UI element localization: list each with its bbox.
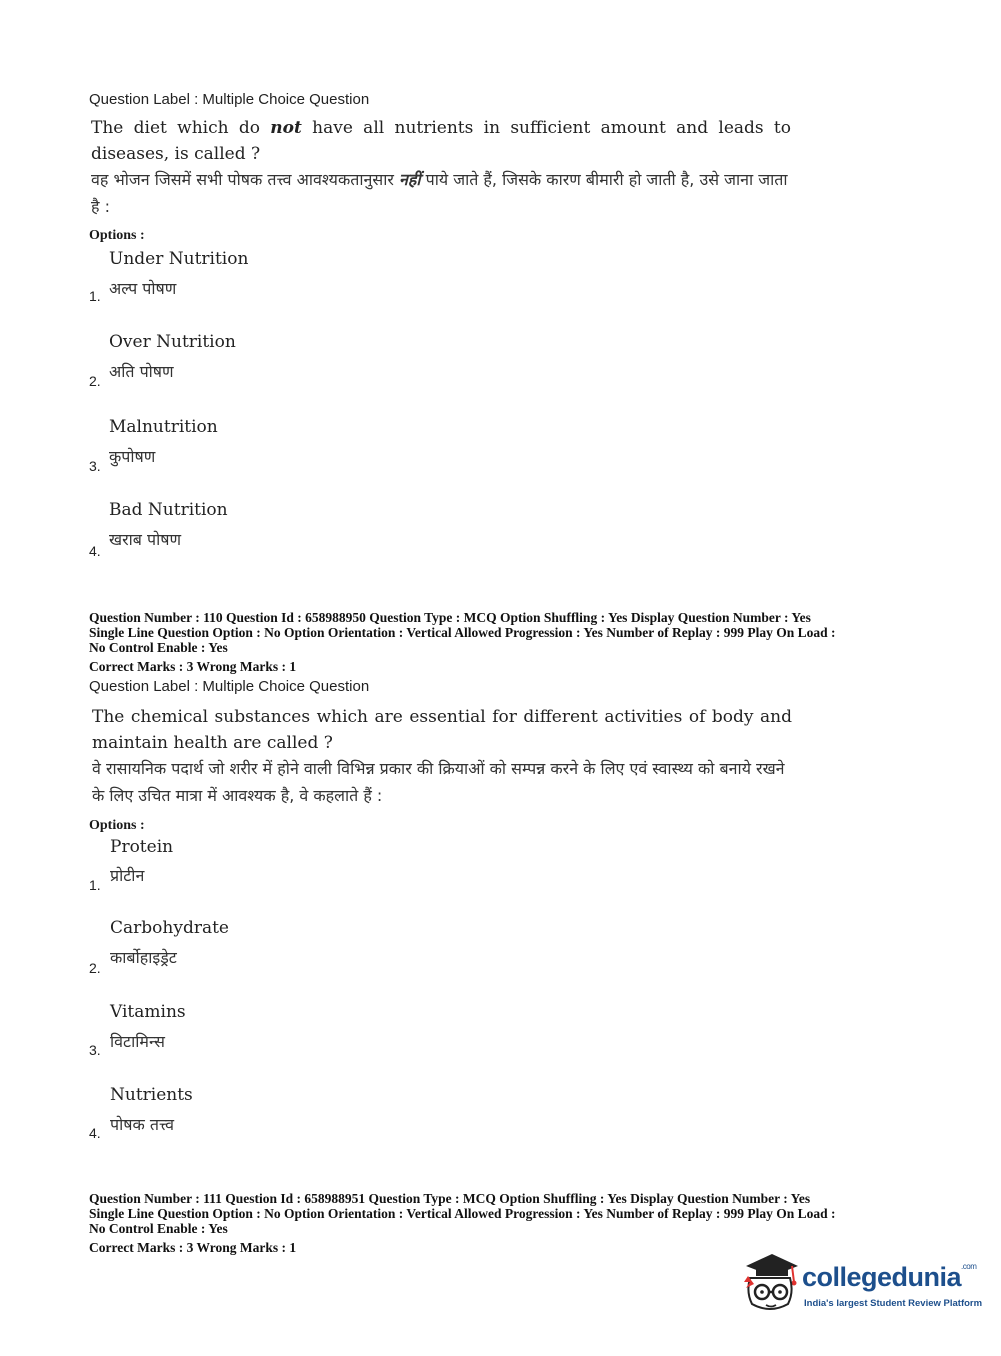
option-3-number: 3. (89, 458, 101, 474)
question-text-en (91, 115, 791, 167)
option-3-en[interactable]: Vitamins (110, 1002, 186, 1022)
meta-line: Single Line Question Option : No Option Orientation : Vertical Allowed Progression : Yes Number of Replay : 999 Play On Load : (89, 625, 836, 640)
option-4-hi[interactable]: खराब पोषण (109, 530, 182, 549)
options-heading: Options : (89, 818, 145, 833)
meta-line: Question Number : 111 Question Id : 658988951 Question Type : MCQ Option Shuffling : Yes Display Question Number : Yes (89, 1191, 811, 1206)
option-1-hi[interactable]: प्रोटीन (110, 866, 145, 885)
meta-line: Question Number : 110 Question Id : 658988950 Question Type : MCQ Option Shuffling : Yes Display Question Number : Yes (89, 610, 811, 625)
question-label: Question Label : Multiple Choice Question (89, 91, 370, 108)
question-text-en: The chemical substances which are essential for different activities of body and maintain health are called ? (92, 707, 792, 753)
mascot-icon (740, 1252, 800, 1314)
question-text-part: have all nutrients in sufficient amount and leads to diseases, is called ? (91, 118, 791, 164)
option-3-hi[interactable]: विटामिन्स (110, 1032, 165, 1051)
option-1-hi[interactable]: अल्प पोषण (109, 279, 177, 298)
option-1-en[interactable]: Protein (110, 837, 174, 857)
option-4-number: 4. (89, 1125, 101, 1141)
marks-line: Correct Marks : 3 Wrong Marks : 1 (89, 659, 297, 674)
option-4-en[interactable]: Bad Nutrition (109, 500, 228, 520)
logo-domain-suffix: .com (961, 1262, 977, 1271)
option-1-number: 1. (89, 288, 101, 304)
option-2-hi[interactable]: कार्बोहाइड्रेट (110, 948, 177, 967)
option-3-number: 3. (89, 1042, 101, 1058)
option-2-number: 2. (89, 960, 101, 976)
question-text-part: The diet which do (91, 118, 271, 138)
option-1-en[interactable]: Under Nutrition (109, 249, 249, 269)
option-1-number: 1. (89, 877, 101, 893)
option-3-hi[interactable]: कुपोषण (109, 447, 156, 466)
option-2-number: 2. (89, 373, 101, 389)
option-4-en[interactable]: Nutrients (110, 1085, 193, 1105)
question-text-hi-emphasis: नहीं (398, 170, 421, 189)
option-4-number: 4. (89, 543, 101, 559)
question-text-hi-part: पाये जाते हैं, जिसके कारण बीमारी हो जाती है, उसे जाना जाता है : (91, 170, 788, 216)
logo-wordmark: collegedunia (802, 1262, 962, 1292)
question-text-hi-part: वह भोजन जिसमें सभी पोषक तत्त्व आवश्यकतानुसार (91, 170, 399, 189)
option-3-en[interactable]: Malnutrition (109, 417, 218, 437)
question-label: Question Label : Multiple Choice Question (89, 678, 370, 695)
meta-line: Single Line Question Option : No Option Orientation : Vertical Allowed Progression : Yes Number of Replay : 999 Play On Load : (89, 1206, 836, 1221)
question-meta (89, 1191, 919, 1236)
collegedunia-logo (740, 1248, 983, 1316)
logo-tagline: India's largest Student Review Platform (804, 1298, 983, 1309)
question-text-hi: वे रासायनिक पदार्थ जो शरीर में होने वाली विभिन्न प्रकार की क्रियाओं को सम्पन्न करने के लिए एवं स्वास्थ्य को बनाये रखने के लिए उचित मात्रा में आवश्यक है, वे कहलाते हैं : (92, 759, 785, 805)
options-heading: Options : (89, 228, 145, 243)
question-meta (89, 610, 919, 655)
option-2-en[interactable]: Carbohydrate (110, 918, 229, 938)
question-text-hi (91, 166, 791, 220)
option-2-hi[interactable]: अति पोषण (109, 362, 174, 381)
meta-line: No Control Enable : Yes (89, 640, 228, 655)
question-text-emphasis: not (270, 118, 302, 138)
marks-line: Correct Marks : 3 Wrong Marks : 1 (89, 1240, 297, 1255)
option-4-hi[interactable]: पोषक तत्त्व (110, 1115, 175, 1134)
option-2-en[interactable]: Over Nutrition (109, 332, 236, 352)
meta-line: No Control Enable : Yes (89, 1221, 228, 1236)
